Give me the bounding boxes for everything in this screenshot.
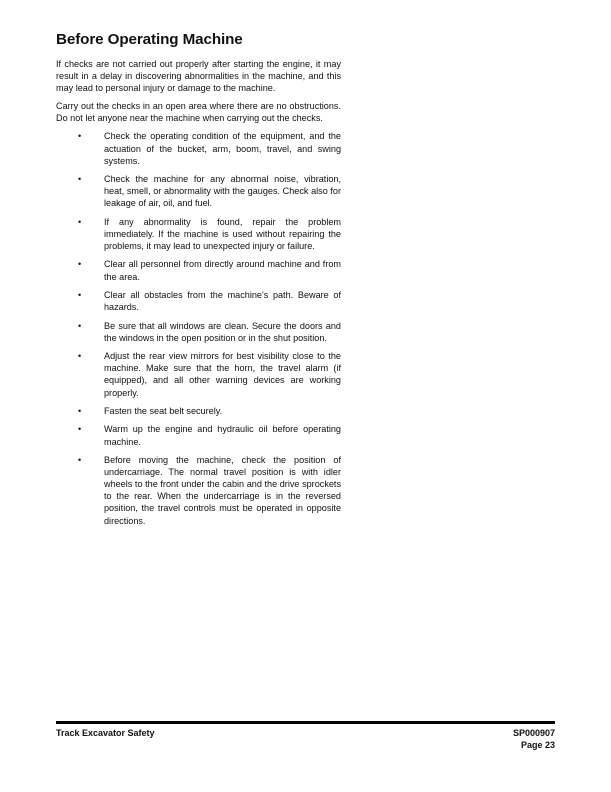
checklist-item xyxy=(56,289,341,313)
checklist-item-text: Clear all obstacles from the machine's path. Beware of hazards. xyxy=(104,290,341,313)
checklist-item xyxy=(56,423,341,447)
checklist-item xyxy=(56,320,341,344)
bullet-icon: • xyxy=(78,405,82,416)
footer-section-title: Track Excavator Safety xyxy=(56,728,155,738)
bullet-icon: • xyxy=(78,259,82,270)
bullet-icon: • xyxy=(78,216,82,227)
checklist-item-text: Be sure that all windows are clean. Secure the doors and the windows in the open position or in the shut position. xyxy=(104,320,341,343)
bullet-icon: • xyxy=(78,351,82,362)
checklist-item-text: Fasten the seat belt securely. xyxy=(104,405,223,416)
footer-divider xyxy=(56,721,555,724)
bullet-icon: • xyxy=(78,174,82,185)
bullet-icon: • xyxy=(78,290,82,301)
bullet-icon: • xyxy=(78,320,82,331)
checklist xyxy=(56,130,341,526)
content-column xyxy=(56,30,341,533)
page-number: Page 23 xyxy=(520,739,555,750)
checklist-item-text: Warm up the engine and hydraulic oil before operating machine. xyxy=(104,424,341,447)
checklist-item xyxy=(56,216,341,252)
checklist-item-text: Adjust the rear view mirrors for best visibility close to the machine. Make sure that the horn, the travel alarm (if equipped), and all other warning devices are working properly. xyxy=(104,351,341,398)
checklist-item xyxy=(56,130,341,166)
checklist-item xyxy=(56,405,341,417)
checklist-item-text: Before moving the machine, check the position of undercarriage. The normal travel position is with idler wheels to the front under the cabin and the drive sprockets to the rear. When the undercarriage is in the reversed position, the travel controls must be operated in opposite directions. xyxy=(104,455,341,526)
checks-area-paragraph: Carry out the checks in an open area where there are no obstructions. Do not let anyone near the machine when carrying out the checks. xyxy=(56,101,341,124)
document-code: SP000907 xyxy=(512,728,555,738)
checklist-item xyxy=(56,350,341,398)
checklist-item-text: Check the machine for any abnormal noise, vibration, heat, smell, or abnormality with the gauges. Check also for leakage of air, oil, and fuel. xyxy=(104,174,341,209)
page-title: Before Operating Machine xyxy=(56,31,243,48)
intro-paragraph: If checks are not carried out properly after starting the engine, it may result in a delay in discovering abnormalities in the machine, and this may lead to personal injury or damage to the machine. xyxy=(56,59,341,94)
checklist-item xyxy=(56,454,341,527)
bullet-icon: • xyxy=(78,455,82,466)
checklist-item-text: Clear all personnel from directly around machine and from the area. xyxy=(104,259,341,282)
checklist-item-text: Check the operating condition of the equipment, and the actuation of the bucket, arm, boom, travel, and swing systems. xyxy=(104,131,341,166)
bullet-icon: • xyxy=(78,424,82,435)
checklist-item-text: If any abnormality is found, repair the problem immediately. If the machine is used without repairing the problems, it may lead to unexpected injury or failure. xyxy=(104,216,341,251)
checklist-item xyxy=(56,173,341,209)
bullet-icon: • xyxy=(78,131,82,142)
footer-page-info xyxy=(513,728,555,751)
checklist-item xyxy=(56,258,341,282)
